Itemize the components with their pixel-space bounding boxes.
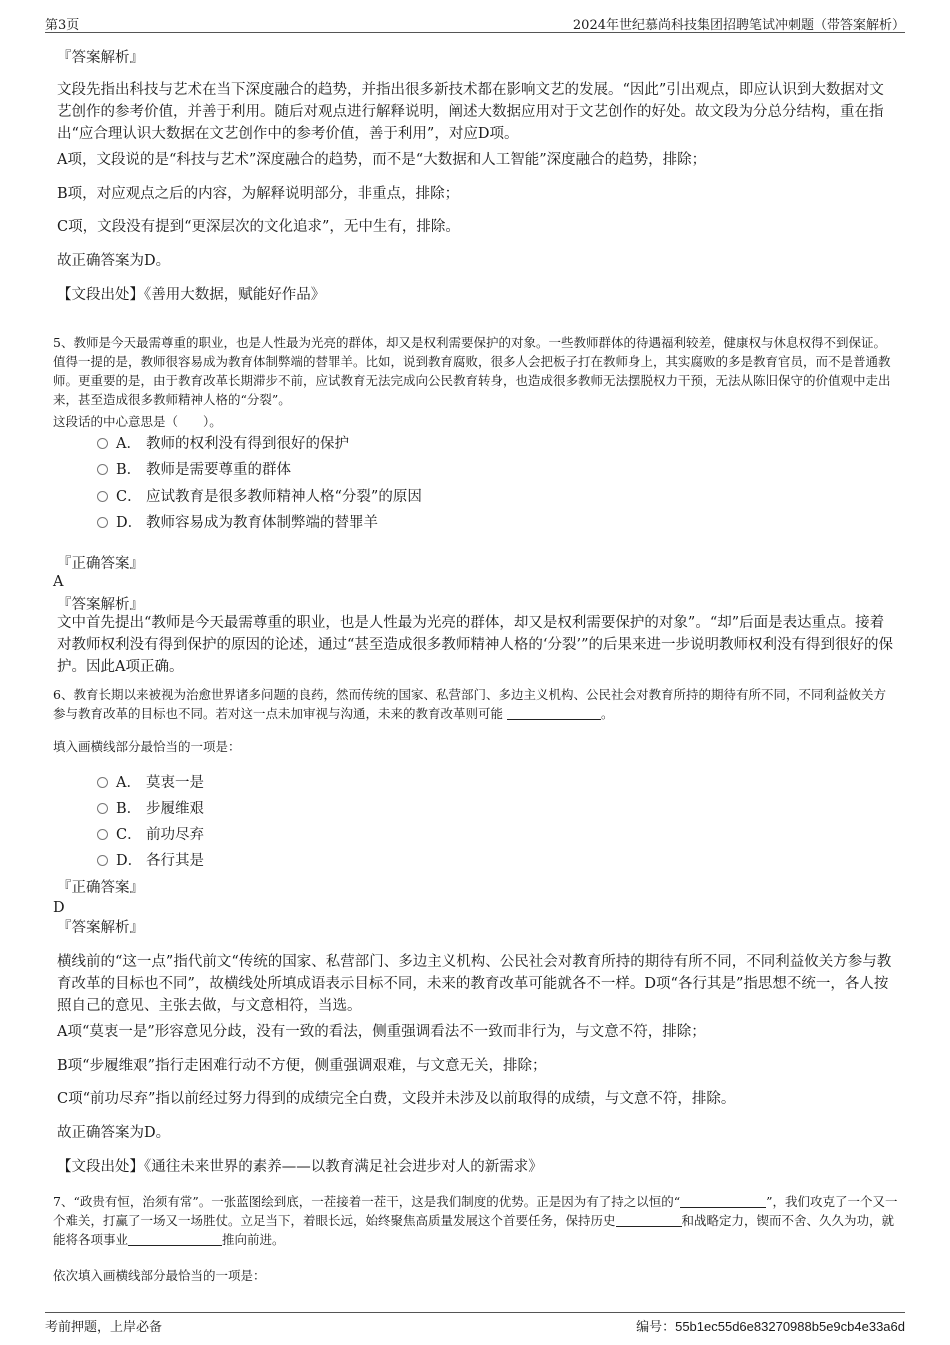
page-header: [45, 12, 905, 33]
option-letter: D．: [116, 515, 143, 531]
q6-conclusion: 故正确答案为D。: [57, 1125, 171, 1141]
q7-blank-1: [680, 1194, 766, 1208]
q4-conclusion: 故正确答案为D。: [57, 253, 171, 269]
q6-option-a[interactable]: [97, 773, 204, 793]
option-text: 教师容易成为教育体制弊端的替罪羊: [146, 515, 378, 531]
q6-answer-label: 『正确答案』: [57, 880, 144, 896]
radio-icon[interactable]: [97, 777, 108, 788]
q5-stem: 5、教师是今天最需尊重的职业，也是人性最为光亮的群体，却又是权利需要保护的对象。一些教师群体的待遇福利较差，健康权与休息权得不到保证。值得一提的是，教师很容易成为教育体制弊端的替罪羊。比如，说到教育腐败，很多人会把板子打在教师身上，其实腐败的多是教育官员，而不是普通教师。更重要的是，由于教育改革长期滞步不前，应试教育无法完成向公民教育转身，也造成很多教师无法摆脱权力干预，无法从陈旧保守的价值观中走出来，甚至造成很多教师精神人格的“分裂”。: [53, 335, 891, 407]
q6-option-c-analysis: C项“前功尽弃”指以前经过努力得到的成绩完全白费，文段并未涉及以前取得的成绩，与文意不符，排除。: [57, 1091, 736, 1107]
radio-icon[interactable]: [97, 517, 108, 528]
q7-stem-part4: 推向前进。: [222, 1232, 285, 1247]
radio-icon[interactable]: [97, 464, 108, 475]
q7-stem: [53, 1192, 898, 1249]
q6-blank: [507, 706, 601, 720]
document-code: 编号：55b1ec55d6e83270988b5e9cb4e33a6d: [636, 1319, 905, 1334]
q4-analysis-label: 『答案解析』: [57, 50, 144, 66]
footer-slogan: 考前押题，上岸必备: [45, 1320, 163, 1335]
q5-option-c[interactable]: [97, 487, 422, 507]
q6-option-b-analysis: B项“步履维艰”指行走困难行动不方便，侧重强调艰难，与文意无关，排除；: [57, 1058, 547, 1074]
option-letter: A．: [116, 775, 141, 791]
q5-option-a[interactable]: [97, 434, 349, 454]
q5-answer-label: 『正确答案』: [57, 556, 144, 572]
radio-icon[interactable]: [97, 855, 108, 866]
page-footer: [45, 1312, 905, 1335]
q7-stem-part2: ”，我们攻克了一个又一个难关，打赢了一场又一场胜仗。立足当下，着眼长远，始终聚焦高质量发展这个首要任务，保持历史: [53, 1194, 898, 1228]
q6-analysis-paragraph: 横线前的“这一点”指代前文“传统的国家、私营部门、多边主义机构、公民社会对教育所持的期待有所不同，不同利益攸关方参与教育改革的目标也不同”，故横线处所填成语表示目标不同，未来的教育改革可能就各不一样。D项“各行其是”指思想不统一，各人按照自己的意见、主张去做，与文意相符，当选。: [57, 954, 892, 1014]
q7-question: 依次填入画横线部分最恰当的一项是：: [53, 1268, 266, 1283]
q6-option-a-analysis: A项“莫衷一是”形容意见分歧，没有一致的看法，侧重强调看法不一致而非行为，与文意不符，排除；: [57, 1024, 706, 1040]
q4-analysis-paragraph: 文段先指出科技与艺术在当下深度融合的趋势，并指出很多新技术都在影响文艺的发展。“因此”引出观点，即应认识到大数据对文艺创作的参考价值，并善于利用。随后对观点进行解释说明，阐述大数据应用对于文艺创作的好处。故文段为分总分结构，重在指出“应合理认识大数据在文艺创作中的参考价值，善于利用”，对应D项。: [57, 82, 884, 142]
radio-icon[interactable]: [97, 491, 108, 502]
page-number: 第3页: [45, 18, 80, 33]
q6-stem-end: 。: [601, 706, 614, 721]
radio-icon[interactable]: [97, 829, 108, 840]
option-text: 步履维艰: [146, 801, 204, 817]
q4-option-b-analysis: B项，对应观点之后的内容，为解释说明部分，非重点，排除；: [57, 186, 460, 202]
option-text: 前功尽弃: [146, 827, 204, 843]
q7-blank-3: [128, 1232, 222, 1246]
q6-question: 填入画横线部分最恰当的一项是：: [53, 739, 241, 754]
option-text: 教师的权利没有得到很好的保护: [146, 436, 349, 452]
q6-option-d[interactable]: [97, 851, 204, 871]
q7-blank-2: [616, 1213, 682, 1227]
option-text: 莫衷一是: [146, 775, 204, 791]
q4-option-a-analysis: A项，文段说的是“科技与艺术”深度融合的趋势，而不是“大数据和人工智能”深度融合的趋势，排除；: [57, 152, 707, 168]
q6-stem: [53, 685, 898, 723]
q5-option-d[interactable]: [97, 513, 378, 533]
option-text: 教师是需要尊重的群体: [146, 462, 291, 478]
q6-option-c[interactable]: [97, 825, 204, 845]
q5-answer: A: [53, 574, 64, 590]
radio-icon[interactable]: [97, 803, 108, 814]
q7-stem-part1: 7、“政贵有恒，治须有常”。一张蓝图绘到底，一茬接着一茬干，这是我们制度的优势。正是因为有了持之以恒的“: [53, 1194, 681, 1209]
q7-stem-part3: 和战略定力，锲而不舍、久久为功，就能将各项事业: [53, 1213, 895, 1247]
radio-icon[interactable]: [97, 438, 108, 449]
option-letter: D．: [116, 853, 143, 869]
q6-stem-text: 6、教育长期以来被视为治愈世界诸多问题的良药，然而传统的国家、私营部门、多边主义机构、公民社会对教育所持的期待有所不同，不同利益攸关方参与教育改革的目标也不同。若对这一点未加审视与沟通，未来的教育改革则可能: [53, 687, 886, 721]
q6-source: 【文段出处】《通往未来世界的素养——以教育满足社会进步对人的新需求》: [57, 1159, 543, 1175]
q4-option-c-analysis: C项，文段没有提到“更深层次的文化追求”，无中生有，排除。: [57, 219, 460, 235]
option-letter: B．: [116, 462, 142, 478]
q5-analysis-label: 『答案解析』: [57, 597, 144, 613]
option-text: 应试教育是很多教师精神人格“分裂”的原因: [146, 489, 422, 505]
q5-option-b[interactable]: [97, 460, 291, 480]
q6-option-b[interactable]: [97, 799, 204, 819]
q4-source: 【文段出处】《善用大数据，赋能好作品》: [57, 287, 326, 303]
option-letter: C．: [116, 827, 142, 843]
document-title: 2024年世纪慕尚科技集团招聘笔试冲刺题（带答案解析）: [572, 18, 905, 33]
q5-analysis: 文中首先提出“教师是今天最需尊重的职业，也是人性最为光亮的群体，却又是权利需要保护的对象”。“却”后面是表达重点。接着对教师权利没有得到保护的原因的论述，通过“甚至造成很多教师精神人格的‘分裂’”的后果来进一步说明教师权利没有得到很好的保护。因此A项正确。: [57, 615, 894, 675]
option-letter: A．: [116, 436, 141, 452]
q5-question: 这段话的中心意思是（ ）。: [53, 414, 222, 429]
q6-analysis-label: 『答案解析』: [57, 920, 144, 936]
option-text: 各行其是: [146, 853, 204, 869]
option-letter: C．: [116, 489, 142, 505]
option-letter: B．: [116, 801, 142, 817]
q6-answer: D: [53, 900, 65, 916]
